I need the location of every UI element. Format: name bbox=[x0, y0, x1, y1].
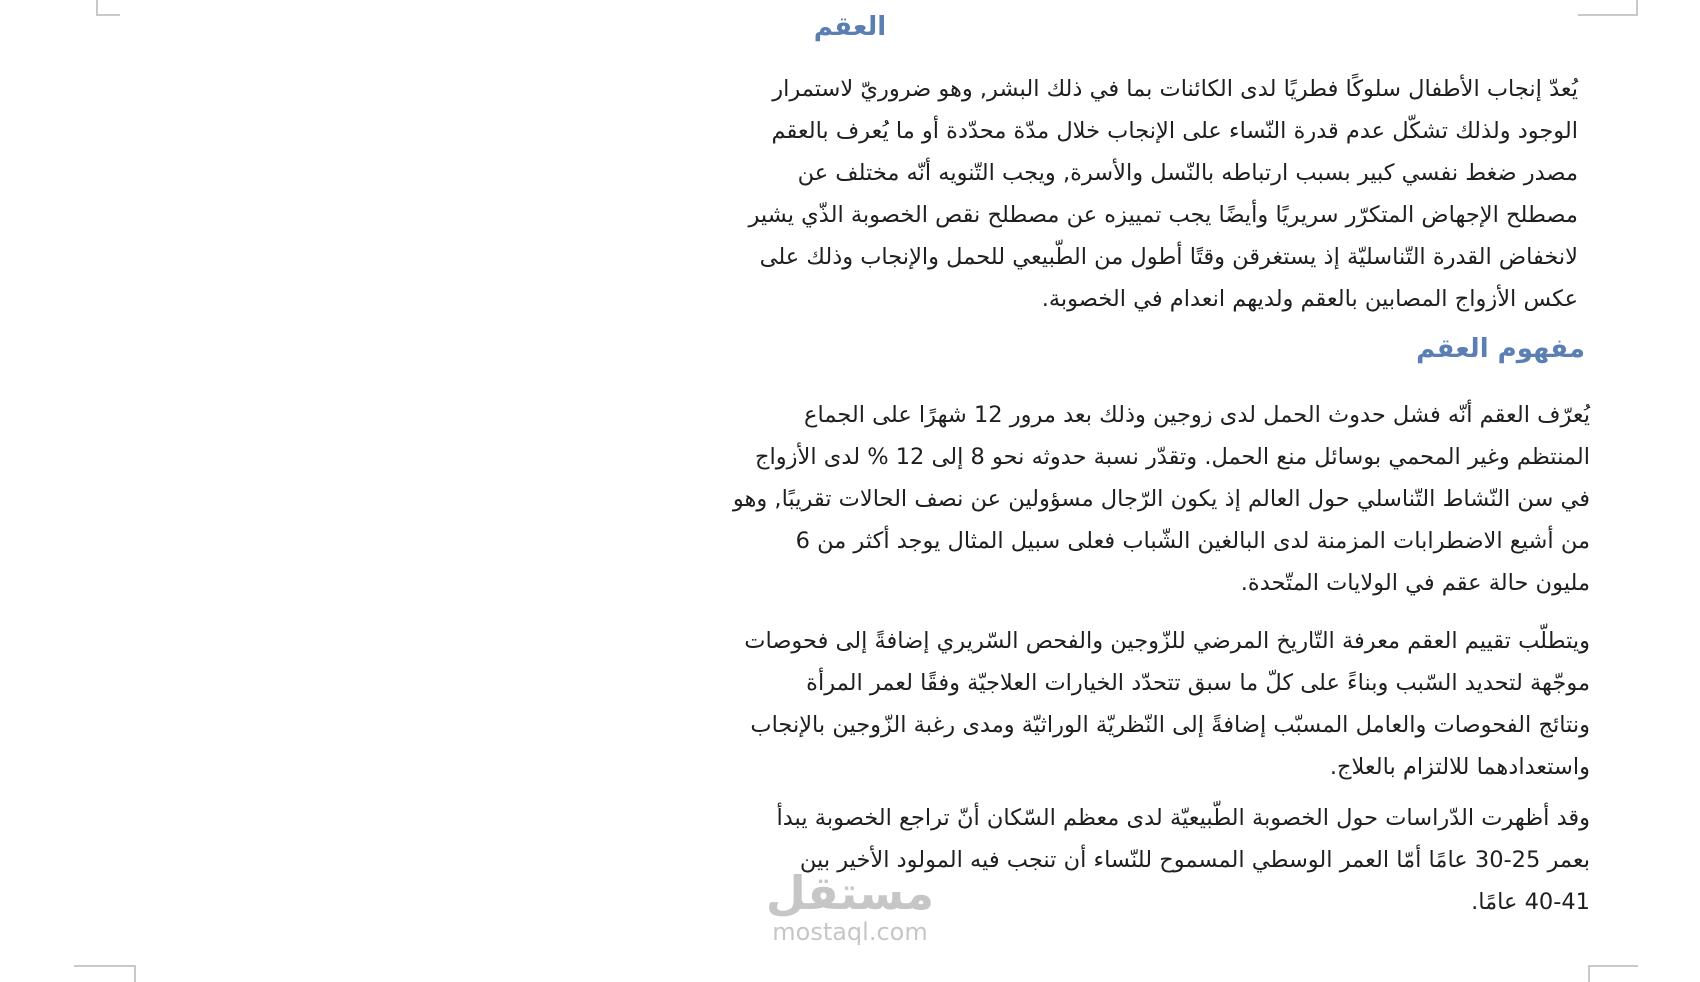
evaluation-paragraph bbox=[130, 620, 1590, 788]
paragraph-line: لانخفاض القدرة التّناسليّة إذ يستغرقن وقتًا أطول من الطّبيعي للحمل والإنجاب وذلك على bbox=[759, 244, 1578, 270]
watermark bbox=[740, 868, 960, 946]
document-title: العقم bbox=[813, 12, 887, 42]
paragraph-line: موجّهة لتحديد السّبب وبناءً على كلّ ما سبق تتحدّد الخيارات العلاجيّة وفقًا لعمر المرأة bbox=[806, 670, 1590, 696]
paragraph-line: واستعدادهما للالتزام بالعلاج. bbox=[1329, 754, 1590, 780]
paragraph-line: 40-41 عامًا. bbox=[1471, 889, 1590, 915]
watermark-url: mostaql.com bbox=[772, 918, 928, 946]
intro-paragraph bbox=[150, 68, 1578, 320]
paragraph-line: الوجود ولذلك تشكّل عدم قدرة النّساء على الإنجاب خلال مدّة محدّدة أو ما يُعرف بالعقم bbox=[771, 118, 1578, 144]
paragraph-line: المنتظم وغير المحمي بوسائل منع الحمل. وتقدّر نسبة حدوثه نحو 8 إلى 12 % لدى الأزواج bbox=[755, 444, 1590, 470]
watermark-logo: مستقل bbox=[765, 866, 935, 920]
paragraph-line: بعمر 25-30 عامًا أمّا العمر الوسطي المسموح للنّساء أن تنجب فيه المولود الأخير بين bbox=[799, 847, 1590, 873]
crop-mark-top-right bbox=[1578, 0, 1638, 16]
crop-mark-top-left bbox=[96, 0, 120, 16]
definition-paragraph bbox=[130, 394, 1590, 604]
crop-mark-bottom-left bbox=[74, 965, 136, 982]
paragraph-line: مصدر ضغط نفسي كبير بسبب ارتباطه بالنّسل والأسرة, ويجب التّنويه أنّه مختلف عن bbox=[797, 160, 1578, 186]
paragraph-line: وقد أظهرت الدّراسات حول الخصوبة الطّبيعيّة لدى معظم السّكان أنّ تراجع الخصوبة يبدأ bbox=[776, 805, 1590, 831]
paragraph-line: مليون حالة عقم في الولايات المتّحدة. bbox=[1240, 570, 1590, 596]
paragraph-line: من أشيع الاضطرابات المزمنة لدى البالغين الشّباب فعلى سبيل المثال يوجد أكثر من 6 bbox=[795, 528, 1590, 554]
crop-mark-bottom-right bbox=[1588, 965, 1638, 982]
paragraph-line: مصطلح الإجهاض المتكرّر سريريًا وأيضًا يجب تمييزه عن مصطلح نقص الخصوبة الذّي يشير bbox=[748, 202, 1578, 228]
paragraph-line: يُعرّف العقم أنّه فشل حدوث الحمل لدى زوجين وذلك بعد مرور 12 شهرًا على الجماع bbox=[804, 402, 1590, 428]
section-heading: مفهوم العقم bbox=[1416, 334, 1585, 364]
paragraph-line: في سن النّشاط التّناسلي حول العالم إذ يكون الرّجال مسؤولين عن نصف الحالات تقريبًا, وهو bbox=[732, 486, 1590, 512]
paragraph-line: يُعدّ إنجاب الأطفال سلوكًا فطريًا لدى الكائنات بما في ذلك البشر, وهو ضروريّ لاستمرار bbox=[772, 76, 1578, 102]
paragraph-line: عكس الأزواج المصابين بالعقم ولديهم انعدام في الخصوبة. bbox=[1041, 286, 1578, 312]
paragraph-line: ونتائج الفحوصات والعامل المسبّب إضافةً إلى النّظريّة الوراثيّة ومدى رغبة الزّوجين بالإنجاب bbox=[750, 712, 1590, 738]
paragraph-line: ويتطلّب تقييم العقم معرفة التّاريخ المرضي للزّوجين والفحص السّريري إضافةً إلى فحوصات bbox=[744, 628, 1590, 654]
